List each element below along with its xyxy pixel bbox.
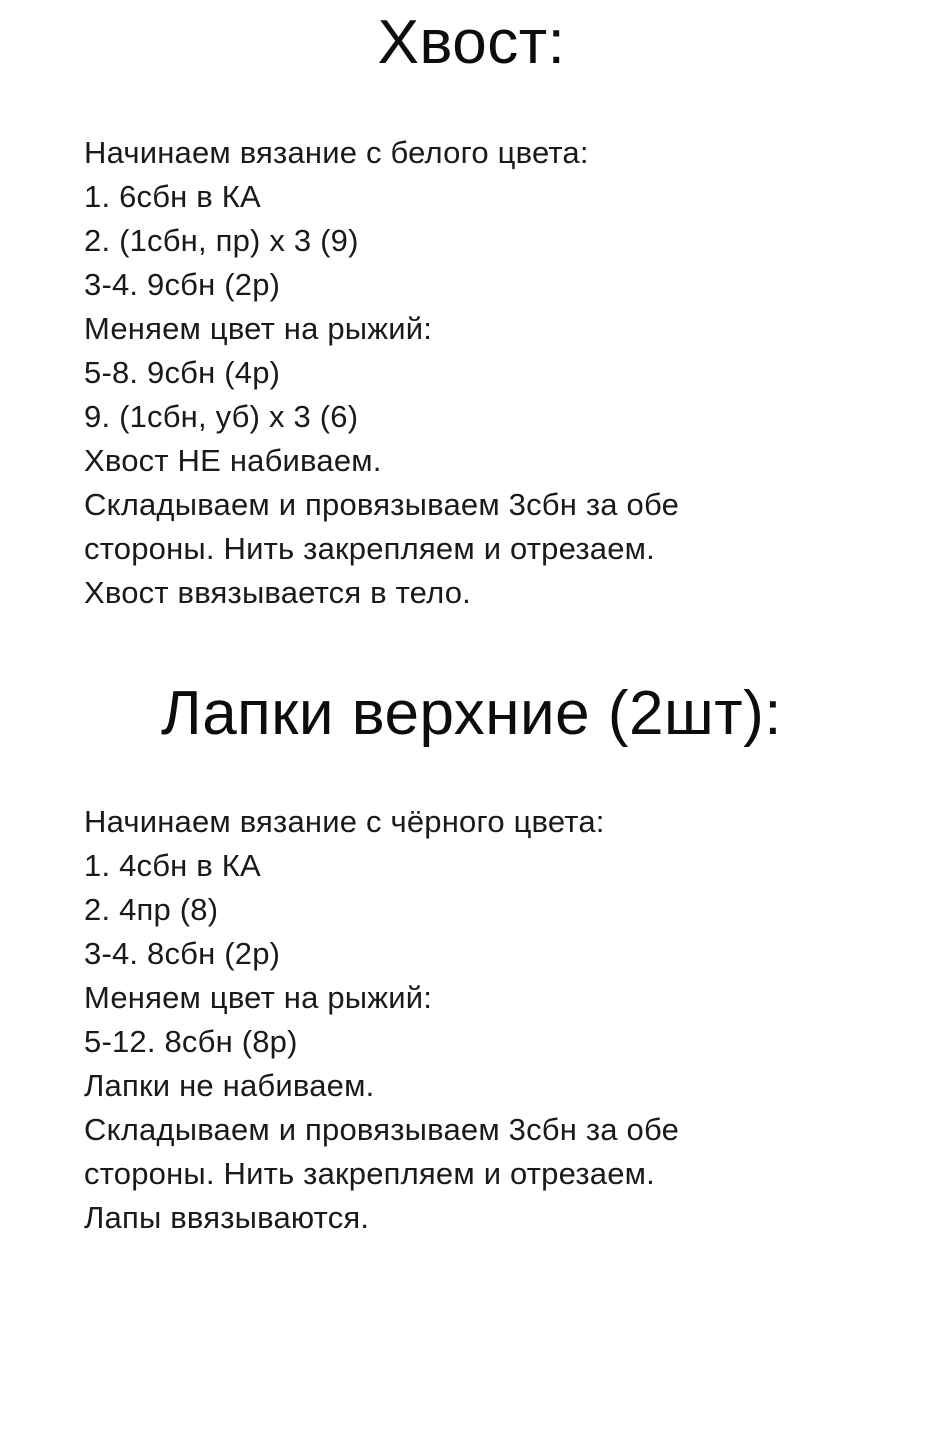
- instruction-line: 5-8. 9сбн (4р): [84, 355, 281, 391]
- section-body-upper-paws: [84, 800, 859, 1240]
- instruction-line: Хвост ввязывается в тело.: [84, 575, 471, 611]
- instruction-line: Начинаем вязание с белого цвета:: [84, 135, 589, 171]
- instruction-line: 5-12. 8сбн (8р): [84, 1024, 298, 1060]
- instruction-line: Меняем цвет на рыжий:: [84, 980, 433, 1016]
- instruction-line: стороны. Нить закрепляем и отрезаем.: [84, 1156, 655, 1192]
- section-spacer: [84, 615, 859, 681]
- instruction-line: 2. (1сбн, пр) х 3 (9): [84, 223, 359, 259]
- instruction-line: 1. 4сбн в КА: [84, 848, 261, 884]
- section-title-upper-paws: Лапки верхние (2шт):: [161, 679, 782, 749]
- instruction-line: 1. 6сбн в КА: [84, 179, 261, 215]
- section-body-tail: [84, 131, 859, 615]
- instruction-line: Складываем и провязываем 3сбн за обе: [84, 487, 680, 523]
- instruction-line: 9. (1сбн, уб) х 3 (6): [84, 399, 359, 435]
- instruction-line: стороны. Нить закрепляем и отрезаем.: [84, 531, 655, 567]
- section-title-tail: Хвост:: [377, 8, 566, 77]
- instruction-line: Хвост НЕ набиваем.: [84, 443, 382, 479]
- instruction-line: Меняем цвет на рыжий:: [84, 311, 433, 347]
- instruction-line: 2. 4пр (8): [84, 892, 219, 928]
- instruction-line: Начинаем вязание с чёрного цвета:: [84, 804, 605, 840]
- instruction-line: 3-4. 9сбн (2р): [84, 267, 281, 303]
- instruction-line: Лапки не набиваем.: [84, 1068, 375, 1104]
- instruction-line: Лапы ввязываются.: [84, 1200, 370, 1236]
- instruction-line: 3-4. 8сбн (2р): [84, 936, 281, 972]
- instruction-line: Складываем и провязываем 3сбн за обе: [84, 1112, 680, 1148]
